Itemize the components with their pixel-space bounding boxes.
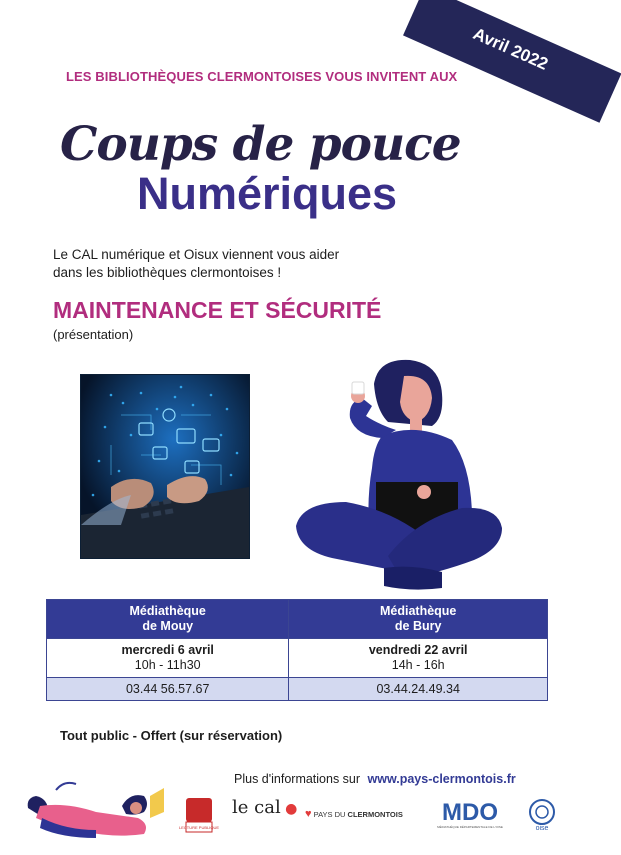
phone-cell-mouy: 03.44 56.57.67	[47, 678, 289, 701]
phone-cell-bury: 03.44.24.49.34	[289, 678, 548, 701]
pays-du-clermontois-logo	[305, 808, 403, 820]
session-time: 14h - 16h	[391, 658, 445, 672]
venue-name-line: de Bury	[394, 619, 442, 633]
venue-name-line: de Mouy	[142, 619, 194, 633]
le-cal-logo: le cal ●	[232, 797, 298, 818]
session-date: mercredi 6 avril	[121, 643, 214, 657]
lecture-logo-text: LECTURE PUBLIQUE	[178, 825, 220, 830]
table-row-dates	[47, 639, 548, 678]
venue-name-line: Médiathèque	[379, 604, 457, 618]
more-info-text: Plus d'informations sur	[234, 772, 361, 786]
date-cell-bury	[289, 639, 548, 678]
venue-cell-mouy	[47, 600, 289, 639]
title-script: Coups de pouce	[60, 117, 461, 172]
cyber-security-photo	[80, 374, 250, 559]
reading-woman-illustration	[26, 778, 166, 840]
intro-line-1: Le CAL numérique et Oisux viennent vous aider	[53, 247, 340, 262]
keyboard-hands-image	[81, 375, 249, 558]
mdo-logo-text: MDO	[442, 799, 498, 826]
table-row-phones	[47, 678, 548, 701]
intro-text	[53, 246, 339, 282]
pays-logo-name: CLERMONTOIS	[347, 810, 403, 819]
session-subtitle: (présentation)	[53, 327, 134, 342]
table-row-venues	[47, 600, 548, 639]
le-cal-logo-text: le cal	[232, 797, 281, 818]
website-link[interactable]: www.pays-clermontois.fr	[367, 772, 516, 786]
audience-note: Tout public - Offert (sur réservation)	[60, 728, 283, 743]
session-time: 10h - 11h30	[134, 658, 201, 672]
mdo-logo-caption: MÉDIATHÈQUE DÉPARTEMENTALE DE L'OISE	[437, 825, 503, 829]
date-ribbon-text: Avril 2022	[470, 24, 551, 74]
more-info	[234, 772, 516, 786]
lecture-publique-logo	[178, 798, 220, 832]
session-title: MAINTENANCE ET SÉCURITÉ	[53, 297, 382, 323]
venue-cell-bury	[289, 600, 548, 639]
mdo-logo	[430, 796, 510, 830]
date-cell-mouy	[47, 639, 289, 678]
pays-logo-prefix: PAYS DU	[313, 810, 346, 819]
woman-laptop-illustration	[292, 352, 507, 602]
oise-logo	[527, 798, 557, 832]
intro-line-2: dans les bibliothèques clermontoises !	[53, 265, 282, 280]
title-main: Numériques	[137, 168, 398, 219]
venue-name-line: Médiathèque	[129, 604, 206, 618]
oise-logo-text: oise	[535, 825, 549, 832]
heart-icon: ♥	[305, 808, 312, 820]
session-date: vendredi 22 avril	[368, 643, 468, 657]
schedule-table	[46, 599, 548, 701]
invitation-line: LES BIBLIOTHÈQUES CLERMONTOISES VOUS INVITENT AUX	[66, 69, 458, 84]
